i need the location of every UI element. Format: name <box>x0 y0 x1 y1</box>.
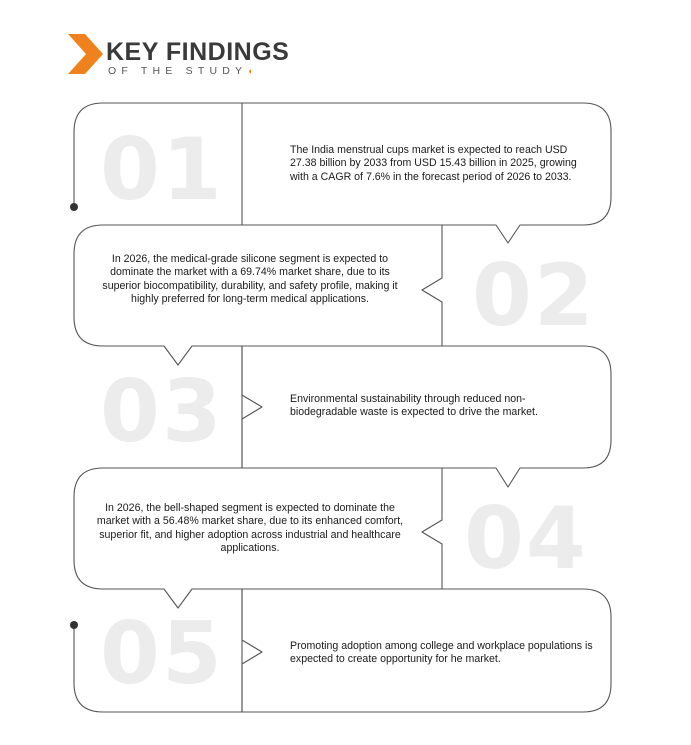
subtitle-text: OF THE STUDY <box>108 65 248 77</box>
finding-text-2: In 2026, the medical-grade silicone segment is expected to dominate the market with a 69.74% market share, due to its superior biocompatibility, durability, and safety profile, making it highly preferred for long-term medical applications. <box>102 253 398 305</box>
subtitle-dot-icon: ◖ <box>247 66 253 76</box>
finding-number-4: 04 <box>464 489 588 589</box>
finding-number-5: 05 <box>100 604 224 704</box>
page-title: KEY FINDINGS <box>106 38 290 66</box>
finding-text-5: Promoting adoption among college and workplace populations is expected to create opportunity for he market. <box>290 640 593 666</box>
finding-box-5-tab <box>242 589 262 712</box>
finding-box-3-tab <box>242 346 262 468</box>
flow-start-dot-icon <box>70 203 78 211</box>
finding-number-3: 03 <box>100 362 224 462</box>
finding-text-3: Environmental sustainability through reduced non-biodegradable waste is expected to drive the market. <box>290 393 538 419</box>
finding-number-2: 02 <box>472 246 596 346</box>
flow-end-dot-icon <box>70 621 78 629</box>
finding-text-1: The India menstrual cups market is expected to reach USD 27.38 billion by 2033 from USD 15.43 billion in 2025, growing with a CAGR of 7.6% in the forecast period of 2026 to 2033. <box>290 144 577 183</box>
finding-number-1: 01 <box>100 120 224 220</box>
finding-text-4: In 2026, the bell-shaped segment is expected to dominate the market with a 56.48% market share, due to its enhanced comfort, superior fit, and higher adoption across industrial and healthcare applications. <box>96 502 404 554</box>
